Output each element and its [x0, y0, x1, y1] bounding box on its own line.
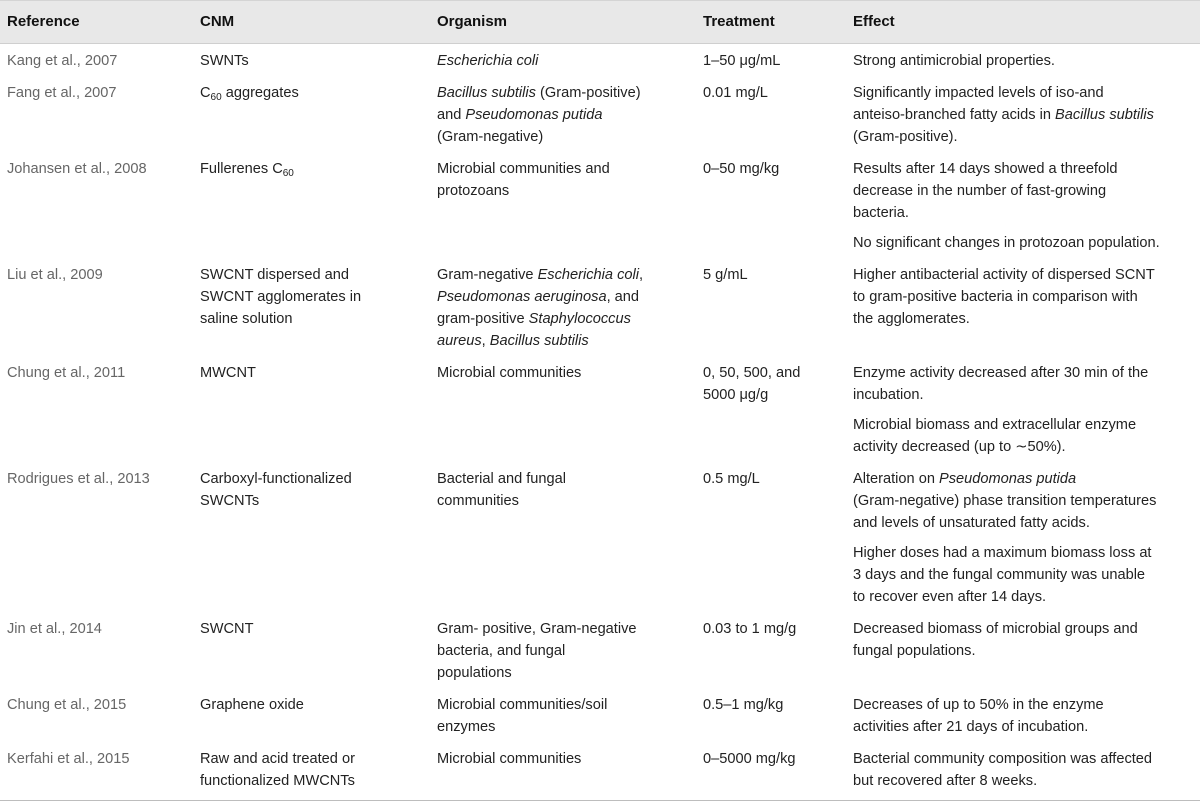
table-row — [0, 258, 1200, 356]
cell-reference: Chung et al., 2011 — [7, 365, 126, 381]
cell-cnm: MWCNT — [200, 365, 256, 381]
header-treatment: Treatment — [703, 13, 775, 30]
cell-cnm: Carboxyl-functionalized SWCNTs — [200, 471, 352, 509]
cell-organism: Microbial communities and protozoans — [437, 161, 610, 199]
cell-treatment: 1–50 μg/mL — [703, 53, 781, 69]
cell-effect — [853, 748, 1200, 792]
cell-reference: Jin et al., 2014 — [7, 621, 102, 637]
cell-treatment: 0.5 mg/L — [703, 471, 760, 487]
effect-text: Bacterial community composition was affected but recovered after 8 weeks. — [853, 751, 1153, 789]
cell-effect — [853, 82, 1200, 148]
cell-cnm: Fullerenes $C_{60}$ — [200, 161, 294, 179]
header-reference: Reference — [7, 13, 80, 30]
effect-text: Alteration on Pseudomonas putida (Gram-negative) phase transition temperatures and levels of unsaturated fatty acids. — [853, 471, 1157, 531]
header-effect: Effect — [853, 13, 895, 30]
cell-organism: Microbial communities/soil enzymes — [437, 697, 608, 735]
table-row — [0, 44, 1200, 76]
cell-reference: Fang et al., 2007 — [7, 85, 117, 101]
cell-cnm: SWNTs — [200, 53, 249, 69]
cell-treatment: 0.03 to 1 mg/g — [703, 621, 797, 637]
effect-text: Strong antimicrobial properties. — [853, 53, 1055, 69]
cell-effect — [853, 468, 1200, 608]
table-header — [0, 0, 1200, 44]
cell-treatment: 0.01 mg/L — [703, 85, 768, 101]
table-row — [0, 688, 1200, 742]
cell-organism: Bacillus subtilis (Gram-positive) and Pseudomonas putida (Gram-negative) — [437, 85, 641, 145]
cell-organism: Escherichia coli — [437, 53, 539, 69]
cell-effect — [853, 264, 1200, 330]
cell-organism: Microbial communities — [437, 751, 582, 767]
cell-organism: Gram-negative Escherichia coli, Pseudomonas aeruginosa, and gram-positive Staphylococcus aureus, Bacillus subtilis — [437, 267, 644, 349]
cell-reference: Liu et al., 2009 — [7, 267, 103, 283]
cell-organism: Bacterial and fungal communities — [437, 471, 566, 509]
cell-cnm: SWCNT — [200, 621, 254, 637]
effect-text: Decreased biomass of microbial groups and fungal populations. — [853, 621, 1138, 659]
cell-treatment: 0.5–1 mg/kg — [703, 697, 784, 713]
cell-effect — [853, 158, 1200, 254]
cell-cnm: Graphene oxide — [200, 697, 304, 713]
table-row — [0, 152, 1200, 258]
table-row — [0, 612, 1200, 688]
effect-text: Enzyme activity decreased after 30 min of the incubation. — [853, 365, 1149, 403]
cell-reference: Kerfahi et al., 2015 — [7, 751, 130, 767]
cell-effect — [853, 362, 1200, 458]
effect-text: No significant changes in protozoan population. — [853, 235, 1160, 251]
cell-reference: Chung et al., 2015 — [7, 697, 127, 713]
effect-text: Microbial biomass and extracellular enzyme activity decreased (up to ∼50%). — [853, 417, 1137, 455]
table-row — [0, 76, 1200, 152]
effect-text: Higher doses had a maximum biomass loss at 3 days and the fungal community was unable to recover even after 14 days. — [853, 545, 1152, 605]
cell-treatment: 0, 50, 500, and 5000 μg/g — [703, 365, 801, 403]
cell-organism: Microbial communities — [437, 365, 582, 381]
cell-treatment: 5 g/mL — [703, 267, 748, 283]
cell-reference: Rodrigues et al., 2013 — [7, 471, 150, 487]
cell-treatment: 0–5000 mg/kg — [703, 751, 796, 767]
effect-text: Significantly impacted levels of iso-and anteiso-branched fatty acids in Bacillus subtilis (Gram-positive). — [853, 85, 1154, 145]
cell-organism: Gram- positive, Gram-negative bacteria, and fungal populations — [437, 621, 637, 681]
cell-effect — [853, 618, 1200, 662]
table-row — [0, 356, 1200, 462]
table-row — [0, 742, 1200, 801]
table-row — [0, 462, 1200, 612]
cell-reference: Johansen et al., 2008 — [7, 161, 147, 177]
table-body — [0, 44, 1200, 801]
cell-cnm: $C_{60}$ aggregates — [200, 85, 299, 103]
cell-treatment: 0–50 mg/kg — [703, 161, 780, 177]
header-cnm: CNM — [200, 13, 235, 30]
cell-cnm: SWCNT dispersed and SWCNT agglomerates in saline solution — [200, 267, 362, 327]
cell-effect — [853, 50, 1200, 72]
effect-text: Higher antibacterial activity of dispersed SCNT to gram-positive bacteria in comparison with the agglomerates. — [853, 267, 1155, 327]
effect-text: Results after 14 days showed a threefold decrease in the number of fast-growing bacteria. — [853, 161, 1118, 221]
cell-cnm: Raw and acid treated or functionalized MWCNTs — [200, 751, 355, 789]
cell-effect — [853, 694, 1200, 738]
effect-text: Decreases of up to 50% in the enzyme activities after 21 days of incubation. — [853, 697, 1104, 735]
cell-reference: Kang et al., 2007 — [7, 53, 118, 69]
header-organism: Organism — [437, 13, 508, 30]
